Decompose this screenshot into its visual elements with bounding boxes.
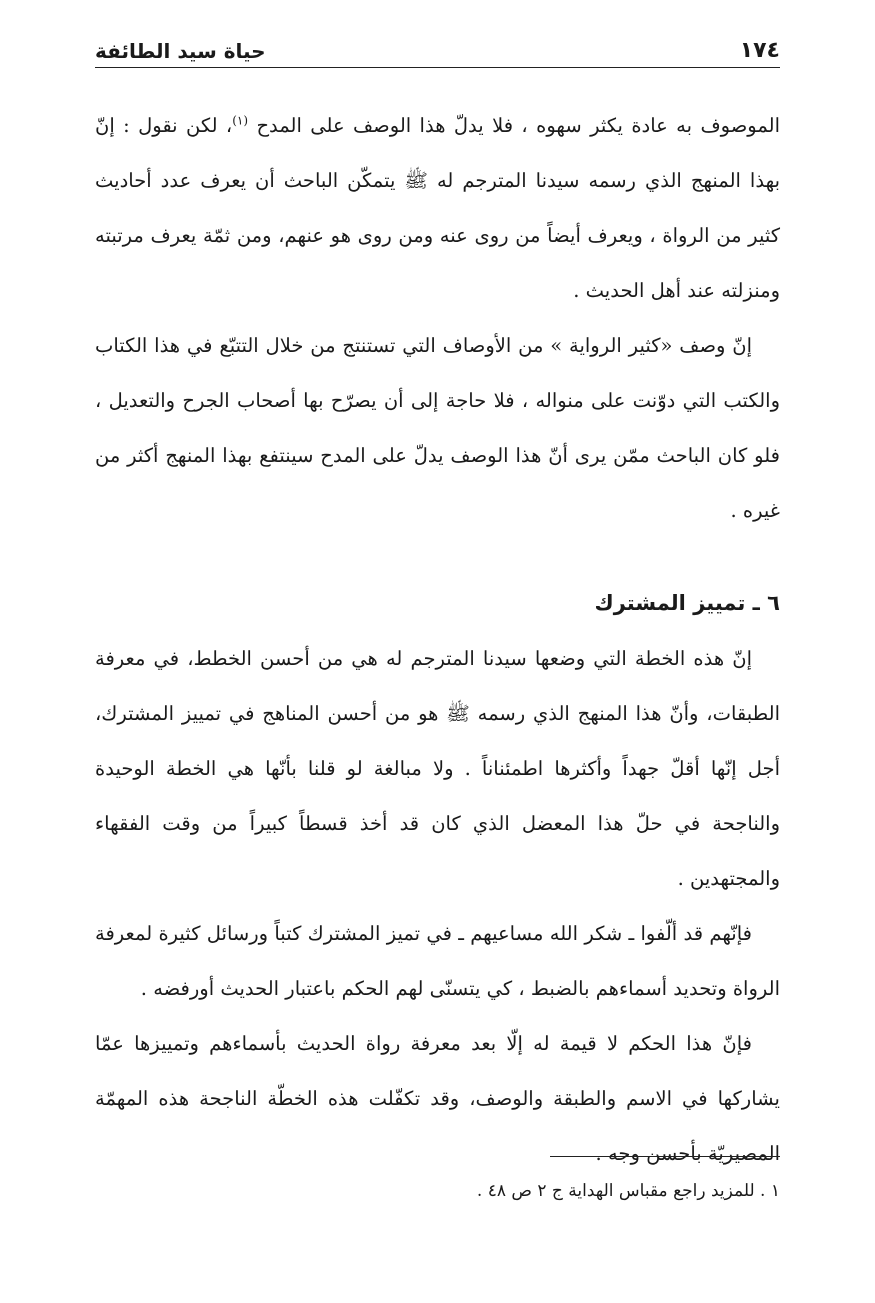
footnote-divider [550,1156,780,1157]
paragraph-2: إنّ وصف «كثير الرواية » من الأوصاف التي تستنتج من خلال التتبّع في هذا الكتاب والكتب التي دوّنت على منواله ، فلا حاجة إلى أن يصرّح بها أصحاب الجرح والتعديل ، فلو كان الباحث ممّن يرى أنّ هذا الوصف يدلّ على المدح سينتفع بهذا المنهج أكثر من غيره . [95,334,780,522]
paragraph-1-main: الموصوف به عادة يكثر سهوه ، فلا يدلّ هذا الوصف على المدح [256,114,781,137]
paragraph-3: إنّ هذه الخطة التي وضعها سيدنا المترجم له هي من أحسن الخطط، في معرفة الطبقات، وأنّ هذا المنهج الذي رسمه ﷺ هو من أحسن المناهج في تمييز المشترك، أجل إنّها أقلّ جهداً وأكثرها اطمئناناً . ولا مبالغة لو قلنا بأنّها هي الخطة الوحيدة والناجحة في حلّ هذا المعضل الذي كان قد أخذ قسطاً كبيراً من وقت الفقهاء والمجتهدين . [95,647,780,890]
paragraph-5: فإنّ هذا الحكم لا قيمة له إلّا بعد معرفة رواة الحديث بأسماءهم وتمييزها عمّا يشاركها في الاسم والطبقة والوصف، وقد تكفّلت هذه الخطّة الناجحة هذه المهمّة المصيريّة بأحسن وجه . [95,1032,780,1165]
page-number: ١٧٤ [739,38,780,63]
paragraph-1-rest: ، لكن نقول : إنّ بهذا المنهج الذي رسمه سيدنا المترجم له ﷺ يتمكّن الباحث أن يعرف عدد أحاديث كثير من الرواة ، ويعرف أيضاً من روى عنه ومن روى هو عنهم، ومن ثمّة يعرف مرتبته ومنزلته عند أهل الحديث . [95,114,780,302]
paragraph-4: فإنّهم قد ألّفوا ـ شكر الله مساعيهم ـ في تميز المشترك كتباً ورسائل كثيرة لمعرفة الرواة وتحديد أسماءهم بالضبط ، كي يتسنّى لهم الحكم باعتبار الحديث أورفضه . [95,922,780,1000]
running-title: حياة سيد الطائفة [95,39,266,63]
body-text [95,98,780,1181]
running-header [95,28,780,68]
footnote-reference: (١) [232,113,249,128]
paragraph-1 [95,98,780,318]
section-heading: ٦ ـ تمييز المشترك [594,591,780,615]
footnote: ١ . للمزيد راجع مقباس الهداية ج ٢ ص ٤٨ . [476,1181,780,1201]
